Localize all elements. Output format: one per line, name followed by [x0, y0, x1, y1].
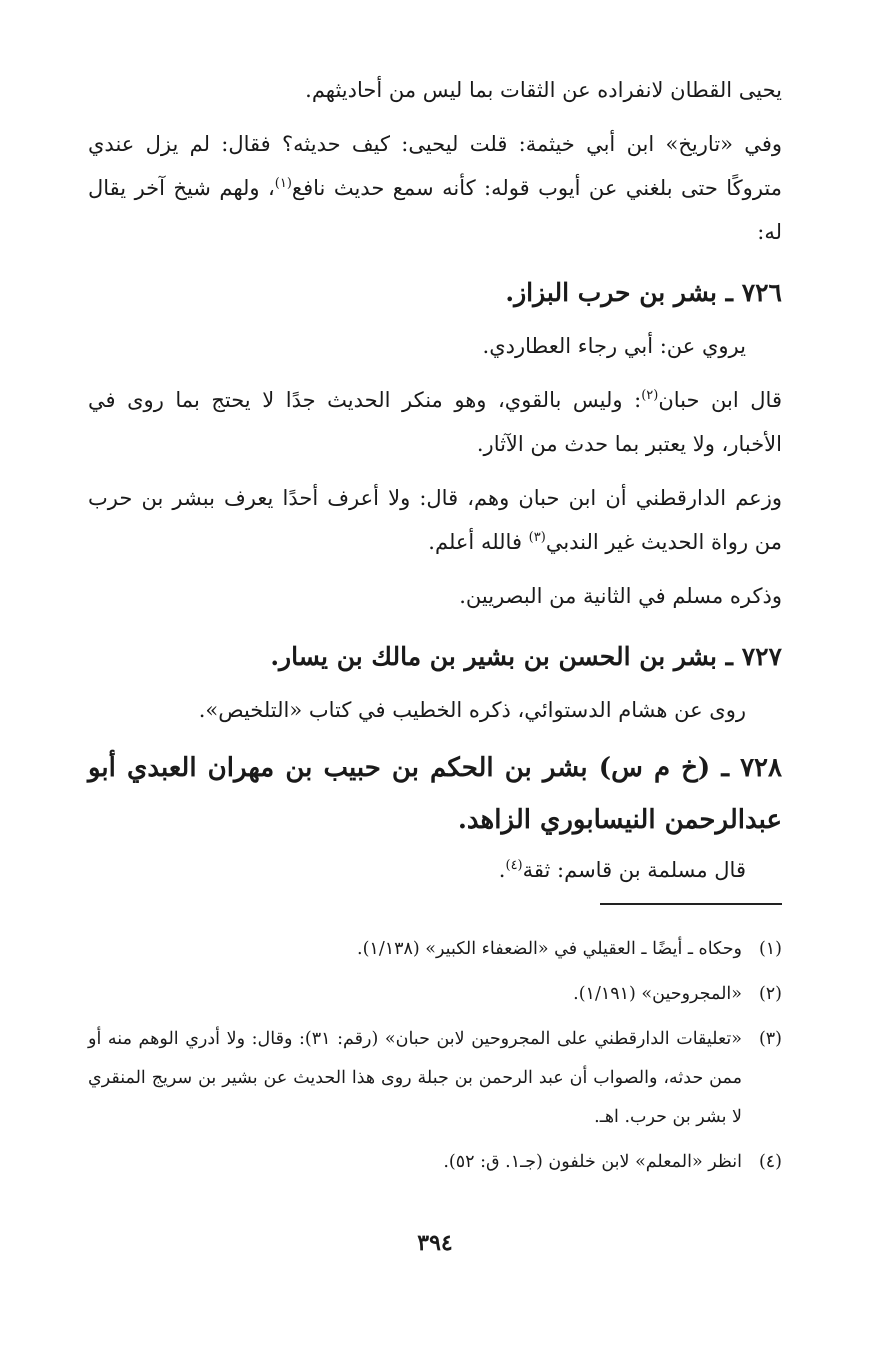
paragraph-khatib: روى عن هشام الدستوائي، ذكره الخطيب في كتاب «التلخيص». [198, 698, 746, 722]
footnote-2 [88, 975, 782, 1014]
entry-heading-726: ٧٢٦ ـ بشر بن حرب البزاز. [505, 278, 782, 307]
footnote-number: (٤) [758, 1152, 782, 1172]
paragraph-text: قال مسلمة بن قاسم: ثقة [522, 858, 746, 882]
paragraph-ibn-hibban [88, 378, 782, 466]
footnote-4 [88, 1143, 782, 1182]
paragraph-text: : وليس بالقوي، وهو منكر الحديث جدًا لا يحتج بما روى في الأخبار، ولا يعتبر بما حدث من الآثار. [88, 388, 782, 456]
footnote-1 [88, 930, 782, 969]
paragraph-text: وزعم الدارقطني أن ابن حبان وهم، قال: ولا أعرف أحدًا يعرف ببشر بن حرب من رواة الحديث غير الندبي [88, 486, 782, 554]
page-number: ٣٩٤ [417, 1230, 453, 1256]
footnote-text: «المجروحين» (١/١٩١). [573, 984, 742, 1004]
paragraph-text: قال ابن حبان [658, 388, 782, 412]
footnote-text: «تعليقات الدارقطني على المجروحين لابن حبان» (رقم: ٣١): وقال: ولا أدري الوهم منه أو ممن حدثه، والصواب أن عبد الرحمن بن جبلة روى هذا الحديث عن بشير بن سريج المنقري لا بشر بن حرب. اهـ. [88, 1029, 742, 1127]
paragraph-maslama [88, 848, 782, 892]
paragraph-tarikh [88, 122, 782, 254]
entry-heading-727: ٧٢٧ ـ بشر بن الحسن بن بشير بن مالك بن يسار. [270, 642, 782, 671]
paragraph-text: فالله أعلم. [428, 530, 529, 554]
footnote-number: (٣) [758, 1029, 782, 1049]
footnote-3 [88, 1020, 782, 1137]
footnote-text: انظر «المعلم» لابن خلفون (جـ١. ق: ٥٢). [443, 1152, 742, 1172]
paragraph-text: ، ولهم شيخ آخر يقال له: [88, 176, 782, 244]
paragraph-text: . [498, 858, 506, 882]
paragraph-continuation: يحيى القطان لانفراده عن الثقات بما ليس من أحاديثهم. [305, 78, 782, 102]
footnote-ref-2: (٢) [641, 388, 659, 403]
footnote-separator [600, 903, 782, 905]
footnotes [88, 930, 782, 1188]
footnote-number: (١) [758, 939, 782, 959]
footnote-ref-3: (٣) [528, 530, 546, 545]
entry-heading-728: ٧٢٨ ـ (خ م س) بشر بن الحكم بن حبيب بن مهران العبدي أبو عبدالرحمن النيسابوري الزاهد. [88, 753, 782, 835]
footnote-number: (٢) [758, 984, 782, 1004]
footnote-text: وحكاه ـ أيضًا ـ العقيلي في «الضعفاء الكبير» (١/١٣٨). [357, 939, 742, 959]
paragraph-muslim: وذكره مسلم في الثانية من البصريين. [459, 584, 782, 608]
book-page [88, 62, 782, 1322]
footnote-ref-1: (١) [274, 176, 292, 191]
footnote-ref-4: (٤) [505, 858, 523, 873]
paragraph-daraqutni [88, 476, 782, 564]
paragraph-narrates: يروي عن: أبي رجاء العطاردي. [482, 334, 746, 358]
paragraph-text: وفي «تاريخ» ابن أبي خيثمة: قلت ليحيى: كيف حديثه؟ فقال: لم يزل عندي متروكًا حتى بلغني عن أيوب قوله: كأنه سمع حديث نافع [88, 132, 782, 200]
